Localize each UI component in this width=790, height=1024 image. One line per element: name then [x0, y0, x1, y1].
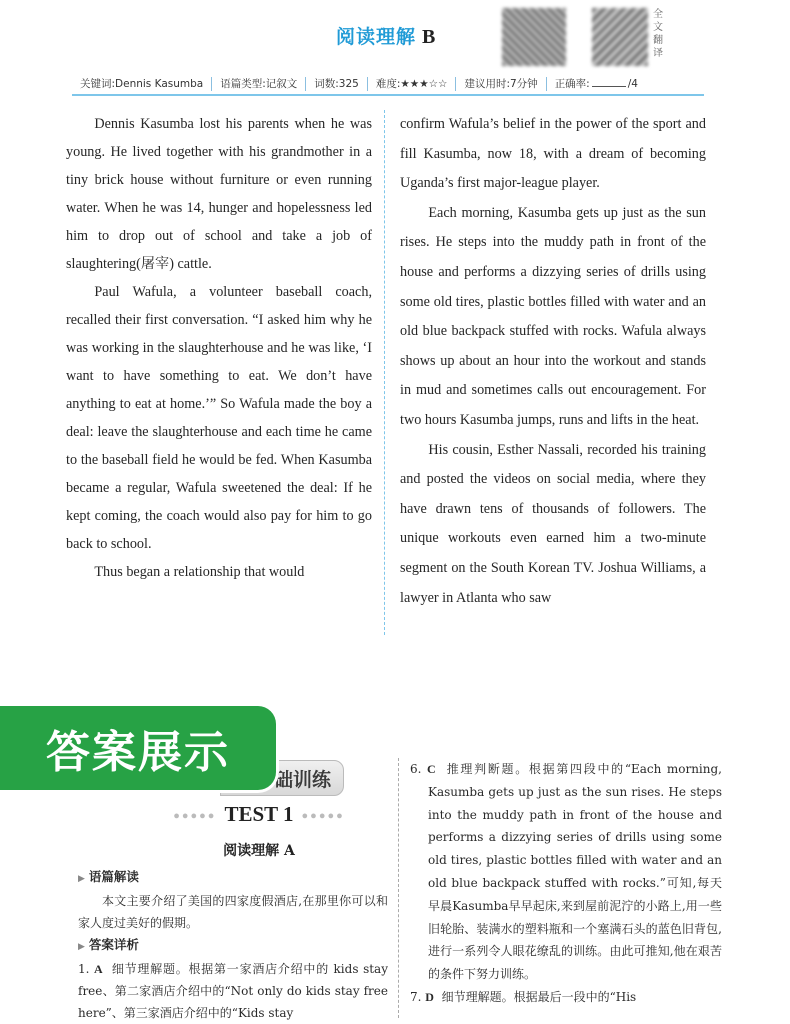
answer-preview-section	[0, 640, 790, 1020]
article-paragraph: Paul Wafula, a volunteer baseball coach, recalled their first conversation. “I asked him why he was working in the slaughterhouse and he was like, ‘I want to have something to eat. We don’t have anything to eat at home.’” So Wafula made the boy a deal: leave the slaughterhouse and each time he came to the baseball field he would be fed. When Kasumba became a regular, Wafula sweetened the deal: If he kept coming, the coach would also pay for him to go back to school.	[66, 284, 372, 552]
summary-heading-text: 语篇解读	[88, 869, 139, 884]
meta-suggested-time: 建议用时:7分钟	[456, 77, 546, 91]
meta-accuracy	[547, 77, 646, 91]
answer-item-6	[410, 758, 722, 986]
test-title-text: TEST 1	[224, 802, 294, 826]
answer-number: 1.	[78, 962, 90, 976]
section-title-letter: B	[422, 26, 437, 48]
triangle-icon: ▶	[78, 942, 85, 952]
training-tab: 础训练	[220, 760, 344, 796]
decor-dots-right: ●●●●●	[301, 810, 345, 823]
answer-letter: D	[425, 989, 434, 1004]
section-title	[336, 22, 436, 49]
answer-item-7	[410, 986, 722, 1009]
article-paragraph-continued: confirm Wafula’s belief in the power of the sport and fill Kasumba, now 18, with a dream of becoming Uganda’s first major-league player.	[400, 116, 706, 192]
answer-explanation: 推理判断题。根据第四段中的“Each morning, Kasumba gets up just as the sun rises. He steps into the muddy path in front of the house and performs a dizzying series of drills using some old tires, plastic bottles filled with water and an old blue backpack stuffed with rocks.”可知,每天早晨Kasumba早早起床,来到屋前泥泞的小路上,用一些旧轮胎、装满水的塑料瓶和一个塞满石头的蓝色旧背包,进行一系列令人眼花缭乱的训练。由此可推知,他在艰苦的条件下努力训练。	[428, 762, 722, 982]
answer-right-column	[410, 758, 722, 1009]
answer-item-1	[78, 958, 388, 1024]
qr-code-translation-icon	[592, 8, 648, 66]
answer-number: 6.	[410, 762, 422, 776]
answer-letter: A	[94, 962, 103, 976]
meta-accuracy-total: /4	[627, 78, 638, 90]
article-meta-bar	[72, 74, 704, 96]
section-title-text: 阅读理解	[336, 27, 417, 48]
article-paragraph: Thus began a relationship that would	[94, 564, 305, 580]
article-paragraph: Each morning, Kasumba gets up just as the sun rises. He steps into the muddy path in front of the house and performs a dizzying series of drills using some old tires, plastic bottles filled with water and an old blue backpack stuffed with rocks. Wafula always shows up about an hour into the workout and stands in mud and sometimes calls out encouragement. For two hours Kasumba jumps, runs and lifts in the heat.	[400, 204, 706, 428]
summary-text: 本文主要介绍了美国的四家度假酒店,在那里你可以和家人度过美好的假期。	[78, 894, 388, 930]
analysis-heading-text: 答案详析	[88, 937, 139, 952]
article-paragraph: Dennis Kasumba lost his parents when he was young. He lived together with his grandmother in a tiny brick house without furniture or even running water. When he was 14, hunger and hopelessness led him to drop out of school and take a job of slaughtering(屠宰) cattle.	[66, 116, 372, 272]
answer-number: 7.	[410, 989, 422, 1004]
test-title	[134, 802, 384, 827]
meta-genre: 语篇类型:记叙文	[212, 77, 306, 91]
column-divider	[384, 110, 385, 635]
summary-heading	[78, 866, 388, 890]
analysis-heading	[78, 934, 388, 958]
answer-explanation: 细节理解题。根据最后一段中的“His	[441, 989, 637, 1004]
answer-letter: C	[426, 762, 436, 776]
answer-left-column	[78, 866, 388, 1024]
article-left-column	[66, 110, 372, 586]
meta-accuracy-label: 正确率:	[554, 78, 590, 90]
meta-keyword: 关键词:Dennis Kasumba	[72, 77, 212, 91]
accuracy-blank	[592, 77, 626, 87]
article-right-column	[400, 110, 706, 613]
qr-code-icon	[502, 8, 566, 66]
meta-difficulty: 难度:★★★☆☆	[368, 77, 457, 91]
answer-banner: 答案展示	[0, 706, 276, 790]
answer-explanation: 细节理解题。根据第一家酒店介绍中的 kids stay free、第二家酒店介绍中的“Not only do kids stay free here”、第三家酒店介绍中的“Kids stay	[78, 962, 388, 1020]
qr-side-label: 全文翻译	[653, 9, 663, 59]
answer-subtitle: 阅读理解 A	[223, 843, 295, 859]
page-header	[0, 0, 790, 72]
meta-word-count: 词数:325	[306, 77, 368, 91]
decor-dots-left: ●●●●●	[173, 810, 217, 823]
answer-column-divider	[398, 758, 399, 1018]
article-paragraph: His cousin, Esther Nassali, recorded his training and posted the videos on social media, where they have drawn tens of thousands of followers. The unique workouts even earned him a two-minute segment on the South Korean TV. Joshua Williams, a lawyer in Atlanta who saw	[400, 441, 706, 606]
triangle-icon: ▶	[78, 874, 85, 884]
